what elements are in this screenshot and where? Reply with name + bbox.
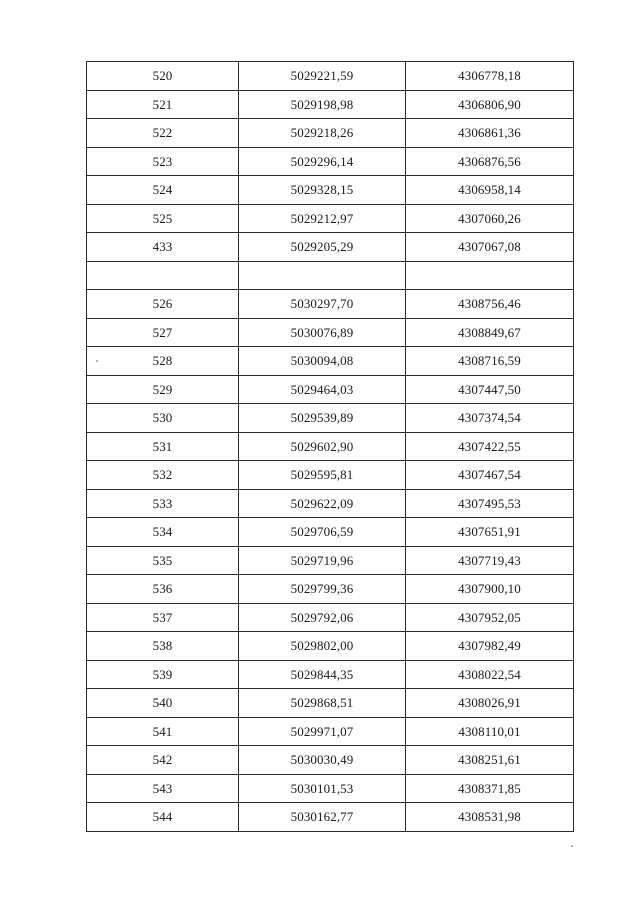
table-row [87, 347, 574, 376]
x-coordinate-cell: 5029212,97 [239, 204, 406, 233]
table-row [87, 632, 574, 661]
table-row [87, 261, 574, 290]
table-row [87, 432, 574, 461]
point-number-cell: 525 [87, 204, 239, 233]
point-number-cell: 530 [87, 404, 239, 433]
table-row [87, 119, 574, 148]
y-coordinate-cell: 4307982,49 [406, 632, 574, 661]
x-coordinate-cell: 5030030,49 [239, 746, 406, 775]
point-number-cell: 433 [87, 233, 239, 262]
table-row [87, 62, 574, 91]
table-row [87, 746, 574, 775]
y-coordinate-cell: 4307060,26 [406, 204, 574, 233]
point-number-cell: 538 [87, 632, 239, 661]
x-coordinate-cell: 5029802,00 [239, 632, 406, 661]
scan-speck [96, 360, 98, 362]
point-number-cell: 521 [87, 90, 239, 119]
point-number-cell: 532 [87, 461, 239, 490]
point-number-cell: 540 [87, 689, 239, 718]
table-row [87, 233, 574, 262]
y-coordinate-cell: 4308371,85 [406, 774, 574, 803]
y-coordinate-cell: 4306861,36 [406, 119, 574, 148]
y-coordinate-cell: 4308531,98 [406, 803, 574, 832]
point-number-cell: 537 [87, 603, 239, 632]
y-coordinate-cell: 4308110,01 [406, 717, 574, 746]
x-coordinate-cell: 5029844,35 [239, 660, 406, 689]
y-coordinate-cell: 4308022,54 [406, 660, 574, 689]
table-row [87, 689, 574, 718]
point-number-cell [87, 261, 239, 290]
y-coordinate-cell: 4307900,10 [406, 575, 574, 604]
y-coordinate-cell: 4308251,61 [406, 746, 574, 775]
y-coordinate-cell: 4306876,56 [406, 147, 574, 176]
table-row [87, 461, 574, 490]
coordinates-table-body [87, 62, 574, 832]
y-coordinate-cell: 4308716,59 [406, 347, 574, 376]
point-number-cell: 523 [87, 147, 239, 176]
table-row [87, 318, 574, 347]
y-coordinate-cell: 4307447,50 [406, 375, 574, 404]
x-coordinate-cell: 5029792,06 [239, 603, 406, 632]
x-coordinate-cell: 5029328,15 [239, 176, 406, 205]
coordinates-table [86, 61, 574, 832]
point-number-cell: 520 [87, 62, 239, 91]
table-row [87, 774, 574, 803]
point-number-cell: 543 [87, 774, 239, 803]
table-row [87, 375, 574, 404]
table-row [87, 204, 574, 233]
point-number-cell: 531 [87, 432, 239, 461]
point-number-cell: 544 [87, 803, 239, 832]
point-number-cell: 536 [87, 575, 239, 604]
x-coordinate-cell: 5029595,81 [239, 461, 406, 490]
point-number-cell: 524 [87, 176, 239, 205]
y-coordinate-cell: 4307651,91 [406, 518, 574, 547]
y-coordinate-cell [406, 261, 574, 290]
x-coordinate-cell: 5030101,53 [239, 774, 406, 803]
table-row [87, 575, 574, 604]
point-number-cell: 529 [87, 375, 239, 404]
point-number-cell: 535 [87, 546, 239, 575]
y-coordinate-cell: 4306778,18 [406, 62, 574, 91]
table-row [87, 489, 574, 518]
point-number-cell: 522 [87, 119, 239, 148]
y-coordinate-cell: 4306958,14 [406, 176, 574, 205]
x-coordinate-cell: 5029706,59 [239, 518, 406, 547]
point-number-cell: 542 [87, 746, 239, 775]
x-coordinate-cell: 5029464,03 [239, 375, 406, 404]
y-coordinate-cell: 4307467,54 [406, 461, 574, 490]
x-coordinate-cell: 5029218,26 [239, 119, 406, 148]
y-coordinate-cell: 4307719,43 [406, 546, 574, 575]
x-coordinate-cell [239, 261, 406, 290]
y-coordinate-cell: 4307422,55 [406, 432, 574, 461]
x-coordinate-cell: 5030297,70 [239, 290, 406, 319]
y-coordinate-cell: 4308849,67 [406, 318, 574, 347]
y-coordinate-cell: 4307495,53 [406, 489, 574, 518]
x-coordinate-cell: 5029622,09 [239, 489, 406, 518]
x-coordinate-cell: 5029868,51 [239, 689, 406, 718]
x-coordinate-cell: 5029719,96 [239, 546, 406, 575]
point-number-cell: 534 [87, 518, 239, 547]
point-number-cell: 527 [87, 318, 239, 347]
x-coordinate-cell: 5029221,59 [239, 62, 406, 91]
x-coordinate-cell: 5029198,98 [239, 90, 406, 119]
y-coordinate-cell: 4306806,90 [406, 90, 574, 119]
y-coordinate-cell: 4308756,46 [406, 290, 574, 319]
table-row [87, 518, 574, 547]
x-coordinate-cell: 5029602,90 [239, 432, 406, 461]
x-coordinate-cell: 5030162,77 [239, 803, 406, 832]
table-row [87, 717, 574, 746]
y-coordinate-cell: 4307067,08 [406, 233, 574, 262]
x-coordinate-cell: 5029296,14 [239, 147, 406, 176]
scan-speck [571, 845, 573, 847]
table-row [87, 90, 574, 119]
point-number-cell: 533 [87, 489, 239, 518]
point-number-cell: 539 [87, 660, 239, 689]
table-row [87, 290, 574, 319]
y-coordinate-cell: 4307952,05 [406, 603, 574, 632]
y-coordinate-cell: 4308026,91 [406, 689, 574, 718]
table-row [87, 404, 574, 433]
point-number-cell: 526 [87, 290, 239, 319]
x-coordinate-cell: 5029799,36 [239, 575, 406, 604]
x-coordinate-cell: 5030094,08 [239, 347, 406, 376]
point-number-cell: 541 [87, 717, 239, 746]
x-coordinate-cell: 5029539,89 [239, 404, 406, 433]
table-row [87, 147, 574, 176]
x-coordinate-cell: 5029971,07 [239, 717, 406, 746]
point-number-cell: 528 [87, 347, 239, 376]
x-coordinate-cell: 5029205,29 [239, 233, 406, 262]
table-row [87, 803, 574, 832]
table-row [87, 176, 574, 205]
table-row [87, 603, 574, 632]
table-row [87, 660, 574, 689]
table-row [87, 546, 574, 575]
y-coordinate-cell: 4307374,54 [406, 404, 574, 433]
x-coordinate-cell: 5030076,89 [239, 318, 406, 347]
